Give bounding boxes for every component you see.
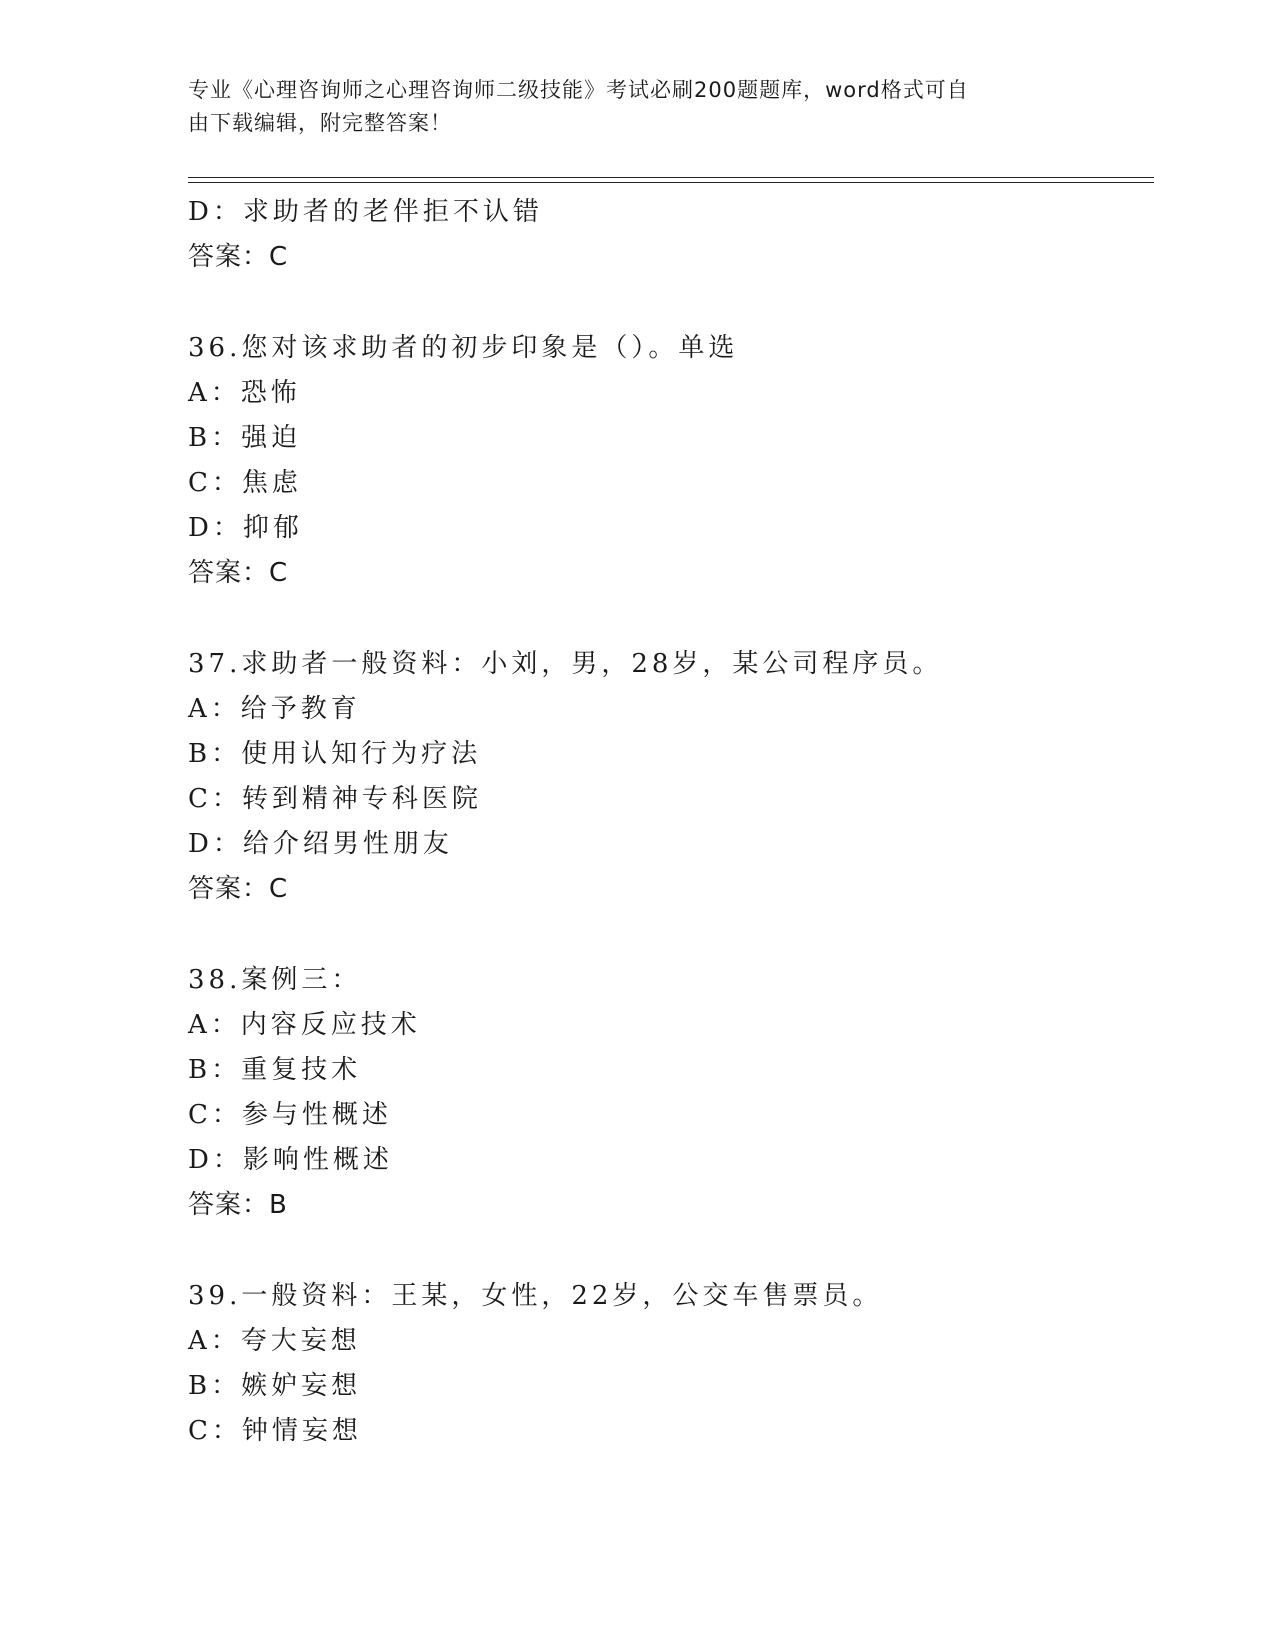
option-line: C：参与性概述 <box>188 1100 392 1130</box>
question-stem: 37.求助者一般资料：小刘，男，28岁，某公司程序员。 <box>188 649 943 679</box>
option-line: D：给介绍男性朋友 <box>188 829 453 859</box>
option-line: D：抑郁 <box>188 513 303 543</box>
answer-line: 答案：C <box>188 242 289 272</box>
answer-line: 答案：C <box>188 874 289 904</box>
header-divider-bottom <box>188 182 1154 183</box>
option-line: A：内容反应技术 <box>188 1010 421 1040</box>
question-block <box>188 642 1148 912</box>
question-block <box>188 958 1148 1228</box>
question-list <box>188 190 1148 1454</box>
question-stem: 36.您对该求助者的初步印象是（）。单选 <box>188 333 739 363</box>
option-line: C：钟情妄想 <box>188 1416 362 1446</box>
question-stem: 38.案例三： <box>188 965 362 995</box>
option-line: D：影响性概述 <box>188 1145 393 1175</box>
option-line: A：恐怖 <box>188 378 301 408</box>
option-line: B：使用认知行为疗法 <box>188 739 482 769</box>
answer-line: 答案：C <box>188 558 289 588</box>
header-line-2: 由下载编辑，附完整答案！ <box>188 111 452 135</box>
option-line: C：转到精神专科医院 <box>188 784 482 814</box>
option-line: A：给予教育 <box>188 694 361 724</box>
header-line-1: 专业《心理咨询师之心理咨询师二级技能》考试必刷200题题库，word格式可自 <box>188 78 969 102</box>
option-line: B：嫉妒妄想 <box>188 1371 362 1401</box>
document-header <box>188 74 1068 140</box>
option-line: C：焦虑 <box>188 468 302 498</box>
answer-line: 答案：B <box>188 1190 288 1220</box>
option-line: D：求助者的老伴拒不认错 <box>188 197 543 227</box>
question-stem: 39.一般资料：王某，女性，22岁，公交车售票员。 <box>188 1281 883 1311</box>
option-line: B：强迫 <box>188 423 302 453</box>
header-divider-top <box>188 177 1154 178</box>
option-line: B：重复技术 <box>188 1055 362 1085</box>
option-line: A：夸大妄想 <box>188 1326 361 1356</box>
question-block <box>188 326 1148 596</box>
question-block <box>188 1274 1148 1454</box>
